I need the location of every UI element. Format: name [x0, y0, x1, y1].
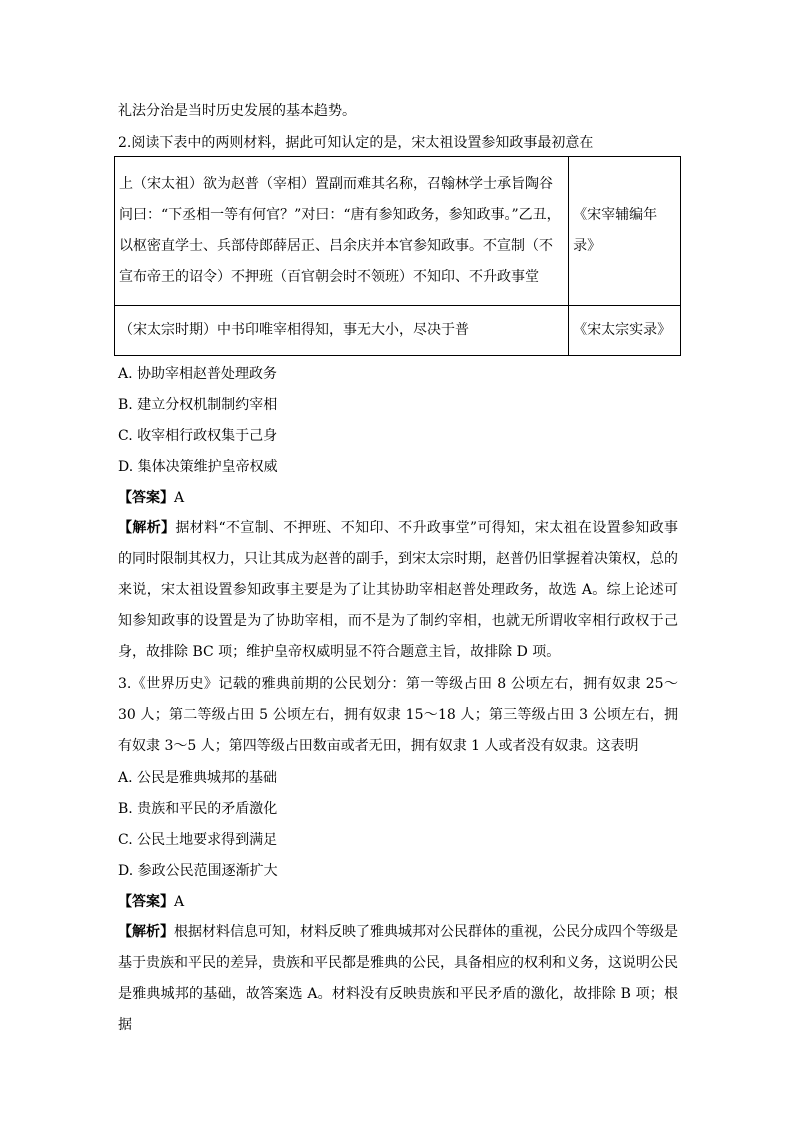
answer-label: 【答案】: [118, 894, 174, 910]
answer-label: 【答案】: [118, 490, 174, 506]
q3-analysis: [118, 917, 678, 1041]
q2-analysis: [118, 513, 678, 668]
question-2-stem: 2.阅读下表中的两则材料，据此可知认定的是，宋太祖设置参知政事最初意在: [118, 135, 594, 151]
analysis-text: 根据材料信息可知，材料反映了雅典城邦对公民群体的重视，公民分成四个等级是基于贵族和平民的差异，贵族和平民都是雅典的公民，具备相应的权利和义务，这说明公民是雅典城邦的基础，故答案选 A。材料没有反映贵族和平民矛盾的激化，故排除 B 项；根据: [118, 924, 678, 1033]
q3-answer: [118, 892, 184, 912]
table-row: [115, 306, 681, 356]
q3-option-c: C. 公民土地要求得到满足: [118, 832, 278, 848]
q2-option-c: C. 收宰相行政权集于己身: [118, 428, 278, 444]
material-content-cell: （宋太宗时期）中书印唯宰相得知，事无大小，尽决于普: [115, 306, 569, 356]
material-source-cell: 《宋宰辅编年录》: [569, 157, 681, 306]
q2-option-a: A. 协助宰相赵普处理政务: [118, 366, 278, 382]
material-source-cell: 《宋太宗实录》: [569, 306, 681, 356]
q2-option-d: D. 集体决策维护皇帝权威: [118, 459, 278, 475]
material-content-cell: 上（宋太祖）欲为赵普（宰相）置副而难其名称，召翰林学士承旨陶谷问曰：“下丞相一等有何官？”对曰：“唐有参知政务，参知政事。”乙丑，以枢密直学士、兵部侍郎薛居正、吕余庆并本官参知政事。不宣制（不宣布帝王的诏令）不押班（百官朝会时不领班）不知印、不升政事堂: [115, 157, 569, 306]
q3-option-b: B. 贵族和平民的矛盾激化: [118, 801, 278, 817]
q2-answer: [118, 488, 184, 508]
answer-value: A: [174, 894, 185, 910]
materials-table: [114, 156, 681, 356]
analysis-label: 【解析】: [118, 520, 176, 536]
question-3-stem: 3.《世界历史》记载的雅典前期的公民划分：第一等级占田 8 公顷左右，拥有奴隶 25～30 人；第二等级占田 5 公顷左右，拥有奴隶 15～18 人；第三等级占田 3 公顷左右，拥有奴隶 3～5 人；第四等级占田数亩或者无田，拥有奴隶 1 人或者没有奴隶。这表明: [118, 676, 678, 754]
analysis-text: 据材料“不宣制、不押班、不知印、不升政事堂”可得知，宋太祖在设置参知政事的同时限制其权力，只让其成为赵普的副手，到宋太宗时期，赵普仍旧掌握着决策权，总的来说，宋太祖设置参知政事主要是为了让其协助宰相赵普处理政务，故选 A。综上论述可知参知政事的设置是为了协助宰相，而不是为了制约宰相，也就无所谓收宰相行政权于己身，故排除 BC 项；维护皇帝权威明显不符合题意主旨，故排除 D 项。: [118, 520, 679, 660]
answer-value: A: [174, 490, 185, 506]
q2-option-b: B. 建立分权机制制约宰相: [118, 397, 278, 413]
q3-option-a: A. 公民是雅典城邦的基础: [118, 770, 278, 786]
table-row: [115, 157, 681, 306]
intro-line: 礼法分治是当时历史发展的基本趋势。: [118, 103, 356, 119]
q3-option-d: D. 参政公民范围逐渐扩大: [118, 863, 278, 879]
analysis-label: 【解析】: [118, 924, 174, 940]
